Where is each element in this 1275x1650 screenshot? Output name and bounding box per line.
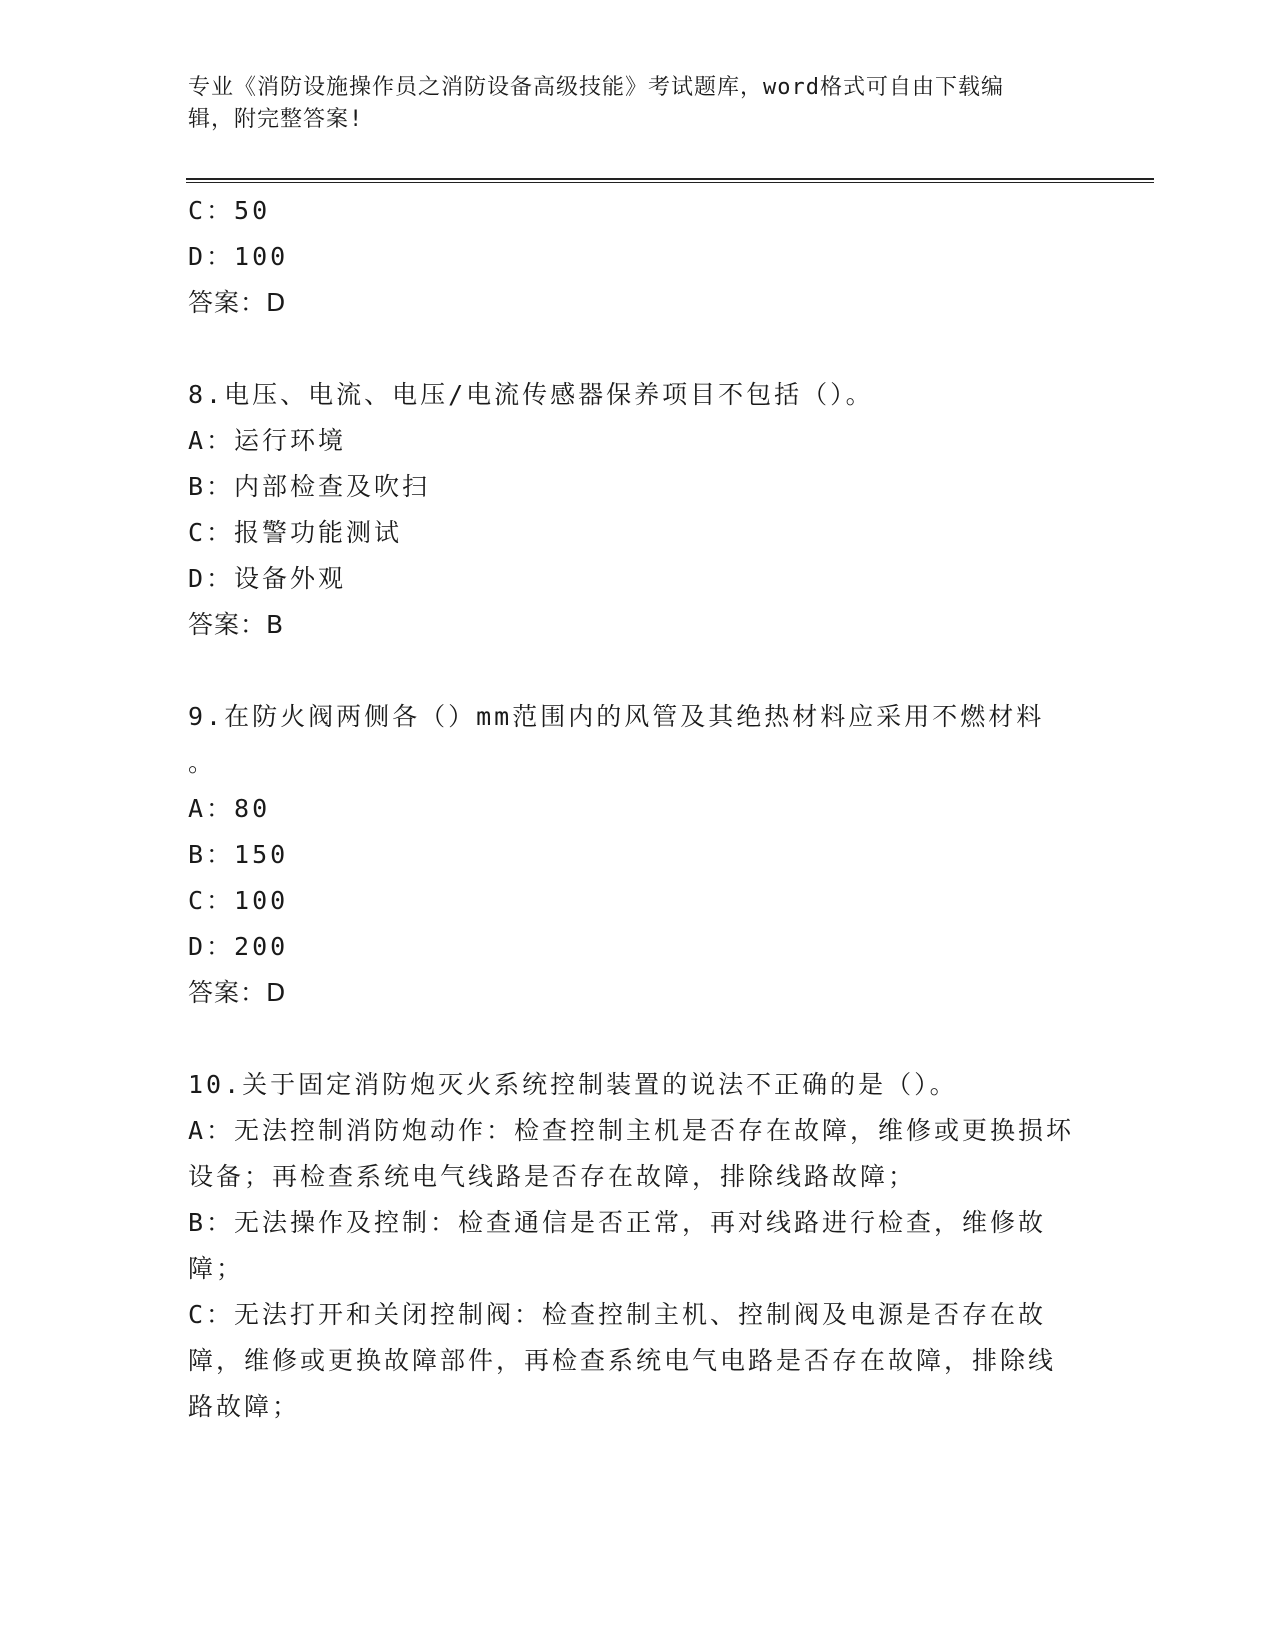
- option-d: D：200: [188, 932, 289, 961]
- option-d: D：100: [188, 242, 289, 271]
- question-8: [188, 372, 1088, 648]
- answer-line: 答案：D: [188, 288, 287, 317]
- page-header: [188, 72, 1068, 136]
- option-b: B：150: [188, 840, 289, 869]
- option-a: A：无法控制消防炮动作：检查控制主机是否存在故障，维修或更换损坏设备；再检查系统电气线路是否存在故障，排除线路故障；: [188, 1116, 1075, 1191]
- question-10: [188, 1062, 1088, 1430]
- option-c: C：50: [188, 196, 271, 225]
- question-stem: 9.在防火阀两侧各（）mm范围内的风管及其绝热材料应采用不燃材料: [188, 702, 1045, 731]
- option-d: D：设备外观: [188, 564, 347, 593]
- answer-line: 答案：D: [188, 978, 287, 1007]
- spacer: [188, 648, 1088, 694]
- header-rule-thick: [186, 178, 1154, 180]
- question-stem: 8.电压、电流、电压/电流传感器保养项目不包括（）。: [188, 380, 874, 409]
- option-a: A：80: [188, 794, 271, 823]
- option-b: B：内部检查及吹扫: [188, 472, 431, 501]
- spacer: [188, 326, 1088, 372]
- spacer: [188, 1016, 1088, 1062]
- header-line-1: 专业《消防设施操作员之消防设备高级技能》考试题库，word格式可自由下载编: [188, 75, 1004, 100]
- answer-line: 答案：B: [188, 610, 285, 639]
- question-stem-tail: 。: [188, 748, 217, 777]
- option-c: C：无法打开和关闭控制阀：检查控制主机、控制阀及电源是否存在故障，维修或更换故障部件，再检查系统电气电路是否存在故障，排除线路故障；: [188, 1300, 1057, 1421]
- option-c: C：100: [188, 886, 289, 915]
- question-7: [188, 188, 1088, 326]
- question-content: [188, 188, 1088, 1430]
- option-a: A：运行环境: [188, 426, 347, 455]
- option-c: C：报警功能测试: [188, 518, 403, 547]
- header-rule-thin: [186, 182, 1154, 183]
- question-9: [188, 694, 1088, 1016]
- header-line-2: 辑，附完整答案!: [188, 107, 364, 132]
- question-stem: 10.关于固定消防炮灭火系统控制装置的说法不正确的是（）。: [188, 1070, 958, 1099]
- option-b: B：无法操作及控制：检查通信是否正常，再对线路进行检查，维修故障；: [188, 1208, 1047, 1283]
